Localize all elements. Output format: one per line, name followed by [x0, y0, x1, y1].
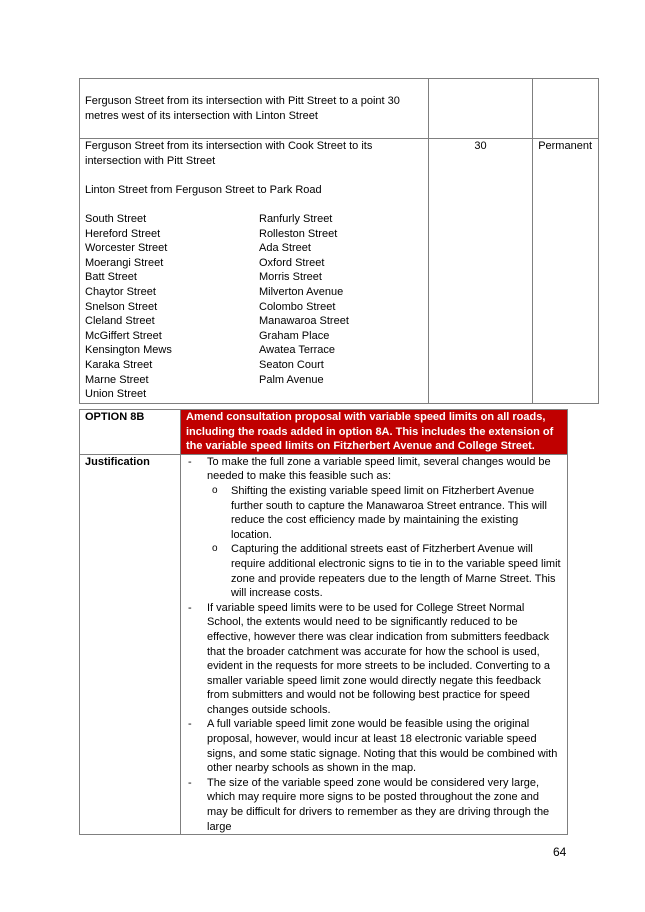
street-name: Palm Avenue [259, 373, 324, 386]
option-label: OPTION 8B [80, 410, 181, 455]
justification-label: Justification [80, 454, 181, 834]
street-name: Colombo Street [259, 300, 336, 313]
list-item [186, 484, 562, 542]
street-name: Worcester Street [85, 242, 168, 255]
table-row [80, 79, 599, 139]
street-name: Morris Street [259, 271, 322, 284]
street-name: Cleland Street [85, 315, 155, 328]
street-name: Chaytor Street [85, 285, 156, 298]
speed-value [429, 79, 533, 139]
road-description [80, 139, 429, 404]
street-name: Karaka Street [85, 358, 153, 371]
duration-value: Permanent [533, 139, 599, 404]
page-number: 64 [553, 845, 567, 859]
street-name: Seaton Court [259, 358, 324, 371]
list-item [186, 542, 562, 600]
duration-value [533, 79, 599, 139]
speed-limit-table [79, 78, 599, 404]
table-row [80, 139, 599, 404]
street-name: Oxford Street [259, 256, 325, 269]
street-name: Awatea Terrace [259, 344, 336, 357]
road-description: Ferguson Street from its intersection with Pitt Street to a point 30 metres west of its intersection with Linton Street [80, 79, 429, 139]
option-description: Amend consultation proposal with variable speed limits on all roads, including the roads added in option 8A. This includes the extension of the variable speed limits on Fitzherbert Avenue and College Street. [181, 410, 568, 455]
bullet-text: A full variable speed limit zone would be feasible using the original proposal, however, would incur at least 18 electronic variable speed signs, and some static signage. Noting that this would be combined with other nearby schools as shown in the map. [207, 718, 558, 775]
dash-bullet: - [188, 718, 192, 731]
option-table [79, 409, 568, 835]
street-name: Manawaroa Street [259, 315, 349, 328]
street-name: Rolleston Street [259, 227, 338, 240]
list-item [186, 455, 562, 484]
dash-bullet: - [188, 776, 192, 789]
justification-row [80, 454, 568, 834]
list-item [186, 717, 562, 775]
speed-value: 30 [429, 139, 533, 404]
street-name: Marne Street [85, 373, 149, 386]
circle-bullet: o [212, 543, 218, 555]
street-name: Milverton Avenue [259, 285, 344, 298]
list-item [186, 776, 562, 834]
street-name: Batt Street [85, 271, 137, 284]
bullet-text: Shifting the existing variable speed limit on Fitzherbert Avenue further south to capture the Manawaroa Street entrance. This will reduce the cost efficiency made by maintaining the existing location. [231, 484, 547, 541]
street-name: Moerangi Street [85, 256, 164, 269]
street-name: McGiffert Street [85, 329, 162, 342]
bullet-text: If variable speed limits were to be used for College Street Normal School, the extents would need to be significantly reduced to be effective, however there was clear indication from submitters feedback that the broader catchment was accurate for how the school is used, evident in the requests for more streets to be included. Converting to a smaller variable speed limit zone would directly negate this feedback from submitters and would not be following best practice for speed changes outside schools. [207, 601, 551, 716]
dash-bullet: - [188, 601, 192, 614]
justification-text [181, 454, 568, 834]
street-name: Ranfurly Street [259, 212, 333, 225]
road-description-ferguson: Ferguson Street from its intersection with Cook Street to its intersection with Pitt Street [85, 140, 373, 167]
bullet-text: Capturing the additional streets east of Fitzherbert Avenue will require additional electronic signs to tie in to the variable speed limit zone and provide repeaters due to the length of Marne Street. This will increase costs. [231, 543, 561, 600]
street-name: Snelson Street [85, 300, 158, 313]
road-description-linton: Linton Street from Ferguson Street to Park Road [85, 183, 322, 196]
list-item [186, 601, 562, 718]
street-list [85, 212, 423, 402]
street-name: Hereford Street [85, 227, 161, 240]
bullet-text: To make the full zone a variable speed limit, several changes would be needed to make this feasible such as: [207, 455, 551, 483]
street-name: Graham Place [259, 329, 330, 342]
street-name: South Street [85, 212, 147, 225]
street-name: Union Street [85, 388, 147, 401]
circle-bullet: o [212, 484, 218, 496]
bullet-text: The size of the variable speed zone would be considered very large, which may require more signs to be posted throughout the zone and may be difficult for drivers to remember as they are driving through the large [207, 776, 550, 833]
street-list-right [259, 212, 419, 402]
dash-bullet: - [188, 455, 192, 468]
street-name: Ada Street [259, 242, 311, 255]
street-name: Kensington Mews [85, 344, 172, 357]
street-list-left [85, 212, 259, 402]
option-header-row [80, 410, 568, 455]
